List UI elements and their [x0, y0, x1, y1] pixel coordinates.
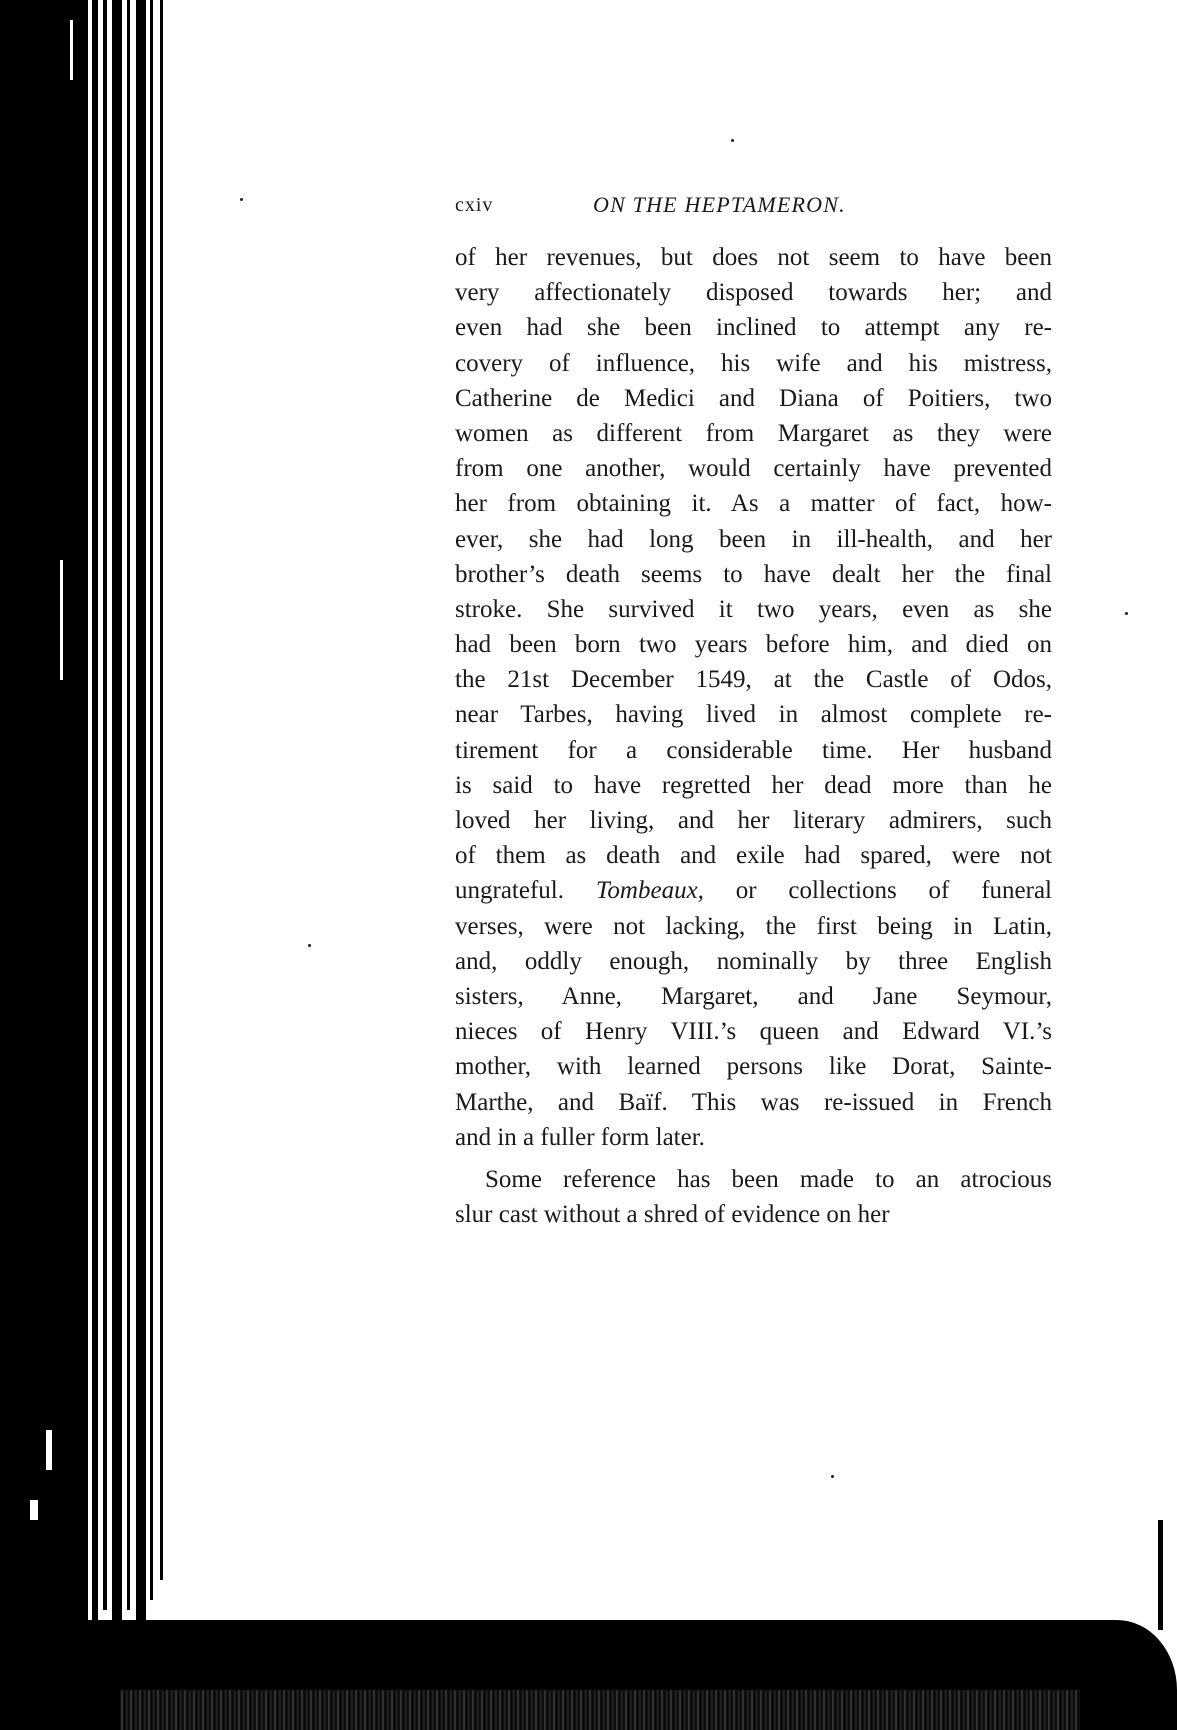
text-line — [455, 310, 1052, 345]
text-segment: from one another, would certainly have prevented — [455, 455, 1052, 483]
text-line — [455, 592, 1052, 627]
text-line — [455, 909, 1052, 944]
text-line — [455, 1120, 1052, 1155]
text-line — [455, 522, 1052, 557]
text-segment: her from obtaining it. As a matter of fact, how- — [455, 490, 1052, 518]
paragraph — [455, 240, 1052, 1155]
text-line — [455, 944, 1052, 979]
text-segment: Some reference has been made to an atrocious — [485, 1165, 1052, 1193]
text-line — [455, 557, 1052, 592]
text-segment: even had she been inclined to attempt any re- — [455, 314, 1052, 342]
text-segment: slur cast without a shred of evidence on her — [455, 1201, 890, 1229]
text-segment: of her revenues, but does not seem to have been — [455, 244, 1052, 271]
paragraph — [455, 1162, 1052, 1232]
text-line — [455, 733, 1052, 768]
italic-term: Tombeaux, — [595, 877, 704, 905]
text-line — [455, 1162, 1052, 1197]
text-line — [455, 1085, 1052, 1120]
text-segment: brother’s death seems to have dealt her the final — [455, 560, 1052, 588]
page-fold-edge — [1158, 1520, 1163, 1630]
text-line — [455, 697, 1052, 732]
text-segment: the 21st December 1549, at the Castle of Odos, — [455, 666, 1052, 694]
text-segment: stroke. She survived it two years, even as she — [455, 595, 1052, 623]
text-segment: near Tarbes, having lived in almost complete re- — [455, 701, 1052, 729]
text-segment: loved her living, and her literary admirers, such — [455, 807, 1052, 834]
text-line — [455, 451, 1052, 486]
text-segment: Marthe, and Baïf. This was re-issued in French — [455, 1088, 1052, 1116]
text-segment: or collections of funeral — [703, 877, 1053, 905]
page-header — [455, 194, 1050, 224]
text-line — [455, 381, 1052, 416]
paper-grain — [120, 1690, 1080, 1730]
text-segment: ungrateful. — [455, 877, 596, 905]
text-line — [455, 1049, 1052, 1084]
text-line — [455, 486, 1052, 521]
text-segment: and, oddly enough, nominally by three English — [455, 947, 1052, 975]
text-segment: verses, were not lacking, the first being in Latin, — [455, 912, 1052, 940]
text-line — [455, 346, 1052, 381]
body-text — [455, 240, 1052, 1232]
text-segment: covery of influence, his wife and his mistress, — [455, 349, 1052, 377]
text-segment: had been born two years before him, and died on — [455, 631, 1052, 659]
text-line — [455, 662, 1052, 697]
text-segment: nieces of Henry VIII.’s queen and Edward VI.’s — [455, 1018, 1052, 1046]
text-segment: and in a fuller form later. — [455, 1123, 705, 1151]
text-segment: very affectionately disposed towards her; and — [455, 279, 1052, 307]
text-line — [455, 627, 1052, 662]
text-line — [455, 873, 1052, 908]
running-title: ON THE HEPTAMERON. — [593, 192, 846, 217]
text-segment: is said to have regretted her dead more than he — [455, 771, 1052, 799]
text-line — [455, 416, 1052, 451]
text-line — [455, 240, 1052, 275]
book-binding-edge — [0, 0, 180, 1730]
text-line — [455, 838, 1052, 873]
text-segment: sisters, Anne, Margaret, and Jane Seymour, — [455, 982, 1052, 1010]
text-segment: women as different from Margaret as they were — [455, 419, 1052, 447]
text-line — [455, 768, 1052, 803]
page-number: cxiv — [455, 194, 494, 216]
text-segment: mother, with learned persons like Dorat, Sainte- — [455, 1053, 1052, 1081]
text-segment: Catherine de Medici and Diana of Poitiers, two — [455, 384, 1052, 412]
text-line — [455, 803, 1052, 838]
text-segment: ever, she had long been in ill-health, and her — [455, 525, 1052, 553]
text-segment: tirement for a considerable time. Her husband — [455, 736, 1052, 764]
text-line — [455, 275, 1052, 310]
text-line — [455, 1197, 1052, 1232]
text-segment: of them as death and exile had spared, were not — [455, 842, 1052, 870]
text-line — [455, 1014, 1052, 1049]
text-line — [455, 979, 1052, 1014]
